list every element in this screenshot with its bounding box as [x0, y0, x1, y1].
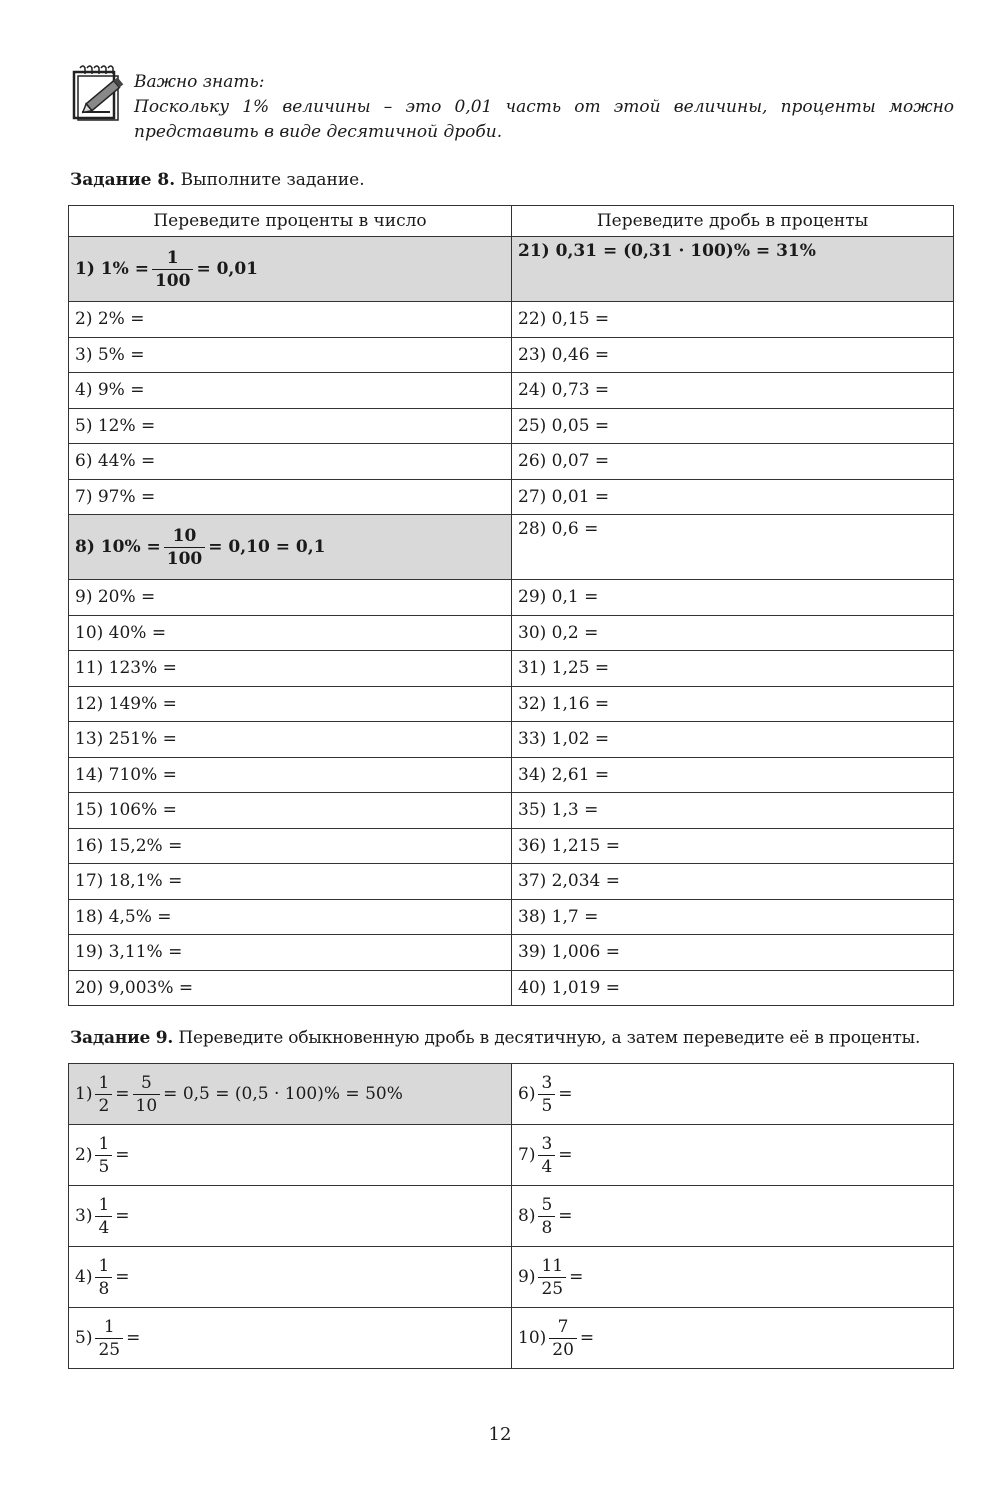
- cell-fraction: [512, 1308, 954, 1369]
- denominator: 10: [135, 1095, 158, 1116]
- table-row: [69, 373, 954, 409]
- cell-percent: 18) 4,5% =: [69, 899, 512, 935]
- cell-percent: 19) 3,11% =: [69, 935, 512, 971]
- item-number: 7): [518, 1144, 536, 1165]
- cell-fraction: [512, 1125, 954, 1186]
- denominator: 25: [98, 1339, 121, 1360]
- fraction: [95, 1194, 112, 1239]
- fraction: [95, 1255, 112, 1300]
- example-prefix: 8) 10% =: [75, 536, 161, 557]
- table-row: [69, 1247, 954, 1308]
- cell-decimal: 26) 0,07 =: [512, 444, 954, 480]
- cell-decimal: 34) 2,61 =: [512, 757, 954, 793]
- example-cell-left: [69, 515, 512, 580]
- cell-percent: 6) 44% =: [69, 444, 512, 480]
- task9-instruction: Переведите обыкновенную дробь в десятичную, а затем переведите её в проценты.: [178, 1028, 921, 1048]
- cell-percent: 16) 15,2% =: [69, 828, 512, 864]
- cell-decimal: 32) 1,16 =: [512, 686, 954, 722]
- table-row: [69, 337, 954, 373]
- example-cell: [69, 1064, 512, 1125]
- task8-label: Задание 8.: [70, 170, 176, 190]
- example-fraction: [164, 525, 206, 570]
- cell-percent: 14) 710% =: [69, 757, 512, 793]
- numerator: 3: [538, 1072, 555, 1095]
- table-row: [69, 899, 954, 935]
- numerator: 5: [133, 1072, 161, 1095]
- table-row: [69, 408, 954, 444]
- numerator: 1: [95, 1133, 112, 1156]
- cell-percent: 20) 9,003% =: [69, 970, 512, 1006]
- item-number: 5): [75, 1327, 93, 1348]
- cell-decimal: 22) 0,15 =: [512, 302, 954, 338]
- task9-label: Задание 9.: [70, 1028, 174, 1048]
- denominator: 25: [541, 1278, 564, 1299]
- task8-table: [68, 205, 954, 1006]
- table-row: [69, 1125, 954, 1186]
- table-row: [69, 793, 954, 829]
- item-number: 2): [75, 1144, 93, 1165]
- task9-title: [70, 1028, 955, 1048]
- fraction: [95, 1133, 112, 1178]
- table-row: [69, 580, 954, 616]
- numerator: 7: [549, 1316, 577, 1339]
- fraction: [538, 1072, 555, 1117]
- task8-header-left: Переведите проценты в число: [69, 206, 512, 237]
- equals-sign: =: [115, 1144, 130, 1165]
- task9-table: [68, 1063, 954, 1369]
- numerator: 5: [538, 1194, 555, 1217]
- cell-decimal: 29) 0,1 =: [512, 580, 954, 616]
- denominator: 2: [98, 1095, 110, 1116]
- denominator: 4: [541, 1156, 553, 1177]
- cell-decimal: 24) 0,73 =: [512, 373, 954, 409]
- equals-sign: =: [126, 1327, 141, 1348]
- fraction: [538, 1133, 555, 1178]
- equals-sign: =: [579, 1327, 595, 1348]
- numerator: 1: [95, 1194, 112, 1217]
- example-result: = 0,5 = (0,5 · 100)% = 50%: [163, 1083, 403, 1104]
- numerator: 11: [538, 1255, 566, 1278]
- denominator: 4: [98, 1217, 110, 1238]
- cell-fraction: [69, 1125, 512, 1186]
- table-row: [69, 651, 954, 687]
- cell-fraction: [69, 1247, 512, 1308]
- example-prefix: 1) 1% =: [75, 258, 149, 279]
- equals-sign: =: [115, 1205, 130, 1226]
- notepad-pencil-icon: [70, 62, 130, 124]
- denominator: 8: [541, 1217, 553, 1238]
- cell-decimal: 38) 1,7 =: [512, 899, 954, 935]
- cell-decimal: 27) 0,01 =: [512, 479, 954, 515]
- cell-percent: 3) 5% =: [69, 337, 512, 373]
- example-fraction: [133, 1072, 161, 1117]
- table-row: [69, 302, 954, 338]
- table-row: [69, 479, 954, 515]
- example-cell-left: [69, 237, 512, 302]
- numerator: 10: [164, 525, 206, 548]
- cell-percent: 11) 123% =: [69, 651, 512, 687]
- note-text: [134, 70, 954, 145]
- table-row: [69, 1308, 954, 1369]
- task8-header-right: Переведите дробь в проценты: [512, 206, 954, 237]
- cell-decimal: 35) 1,3 =: [512, 793, 954, 829]
- denominator: 20: [552, 1339, 574, 1360]
- numerator: 1: [95, 1255, 112, 1278]
- denominator: 5: [98, 1156, 110, 1177]
- cell-fraction: [512, 1064, 954, 1125]
- cell-decimal: 40) 1,019 =: [512, 970, 954, 1006]
- fraction: [538, 1255, 566, 1300]
- table-row: [69, 757, 954, 793]
- item-number: 9): [518, 1266, 536, 1287]
- cell-decimal: 30) 0,2 =: [512, 615, 954, 651]
- note-title: Важно знать:: [134, 72, 265, 92]
- fraction: [538, 1194, 555, 1239]
- cell-decimal: 33) 1,02 =: [512, 722, 954, 758]
- task8-title: [70, 170, 365, 190]
- table-row: [69, 828, 954, 864]
- table-row: [69, 864, 954, 900]
- cell-percent: 10) 40% =: [69, 615, 512, 651]
- table-row: [69, 1064, 954, 1125]
- item-number: 10): [518, 1327, 547, 1348]
- table-row: [69, 615, 954, 651]
- cell-decimal: 23) 0,46 =: [512, 337, 954, 373]
- cell-percent: 17) 18,1% =: [69, 864, 512, 900]
- cell-fraction: [512, 1247, 954, 1308]
- table-row: [69, 686, 954, 722]
- cell-decimal: 37) 2,034 =: [512, 864, 954, 900]
- cell-fraction: [69, 1186, 512, 1247]
- denominator: 100: [154, 270, 191, 291]
- numerator: 3: [538, 1133, 555, 1156]
- example-cell-right: 21) 0,31 = (0,31 · 100)% = 31%: [512, 237, 954, 302]
- cell-decimal: 36) 1,215 =: [512, 828, 954, 864]
- table-row: [69, 722, 954, 758]
- cell-percent: 4) 9% =: [69, 373, 512, 409]
- example-result: = 0,01: [196, 258, 259, 279]
- item-number: 4): [75, 1266, 93, 1287]
- denominator: 100: [166, 548, 203, 569]
- cell-percent: 12) 149% =: [69, 686, 512, 722]
- cell-fraction: [512, 1186, 954, 1247]
- example-row: [69, 237, 954, 302]
- example-result: = 0,10 = 0,1: [208, 536, 326, 557]
- equals-sign: =: [115, 1266, 130, 1287]
- item-number: 8): [518, 1205, 536, 1226]
- note-body: Поскольку 1% величины – это 0,01 часть от этой величины, проценты можно представить в виде десятичной дроби.: [134, 97, 954, 142]
- item-number: 3): [75, 1205, 93, 1226]
- cell-percent: 5) 12% =: [69, 408, 512, 444]
- numerator: 1: [95, 1316, 123, 1339]
- fraction: [549, 1316, 577, 1361]
- example-prefix: 1): [75, 1083, 93, 1104]
- denominator: 8: [98, 1278, 110, 1299]
- equals-sign: =: [558, 1144, 573, 1165]
- example-fraction: [95, 1072, 112, 1117]
- denominator: 5: [541, 1095, 553, 1116]
- cell-percent: 15) 106% =: [69, 793, 512, 829]
- fraction: [95, 1316, 123, 1361]
- equals-sign: =: [558, 1083, 573, 1104]
- cell-fraction: [69, 1308, 512, 1369]
- cell-percent: 7) 97% =: [69, 479, 512, 515]
- example-row: [69, 515, 954, 580]
- cell-percent: 2) 2% =: [69, 302, 512, 338]
- numerator: 1: [152, 247, 194, 270]
- equals-sign: =: [115, 1083, 130, 1104]
- table-row: [69, 970, 954, 1006]
- table-row: [69, 444, 954, 480]
- cell-decimal: 31) 1,25 =: [512, 651, 954, 687]
- table-row: [69, 1186, 954, 1247]
- cell-percent: 13) 251% =: [69, 722, 512, 758]
- task8-instruction: Выполните задание.: [180, 170, 365, 190]
- numerator: 1: [95, 1072, 112, 1095]
- table-row: [69, 935, 954, 971]
- page-number: 12: [488, 1424, 512, 1445]
- equals-sign: =: [558, 1205, 573, 1226]
- cell-decimal: 25) 0,05 =: [512, 408, 954, 444]
- example-fraction: [152, 247, 194, 292]
- cell-percent: 9) 20% =: [69, 580, 512, 616]
- example-cell-right: 28) 0,6 =: [512, 515, 954, 580]
- equals-sign: =: [569, 1266, 584, 1287]
- item-number: 6): [518, 1083, 536, 1104]
- cell-decimal: 39) 1,006 =: [512, 935, 954, 971]
